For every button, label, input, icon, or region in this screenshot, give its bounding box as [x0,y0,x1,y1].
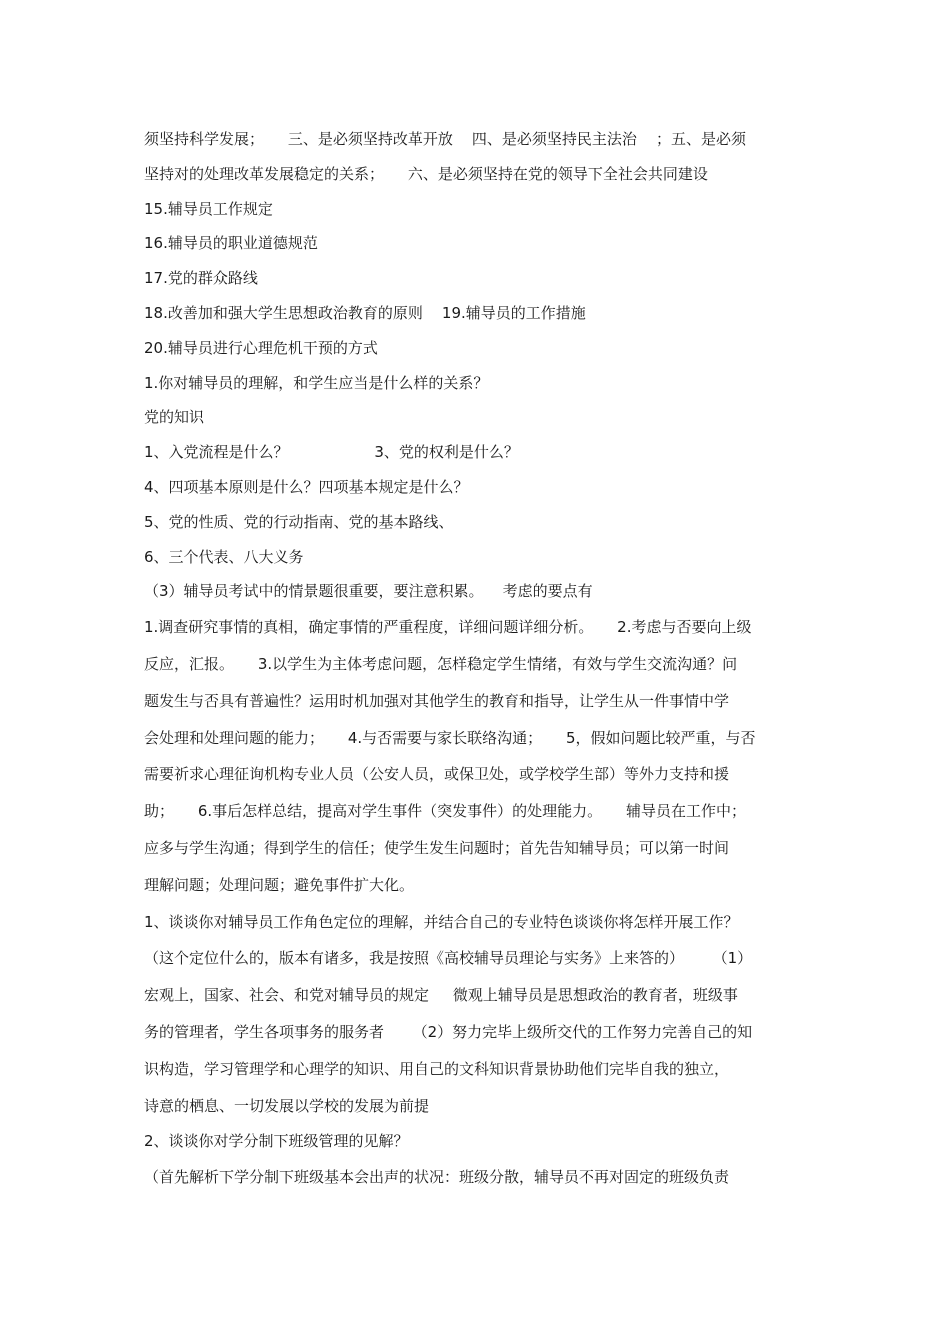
text-line: 1.你对辅导员的理解，和学生应当是什么样的关系？ [144,373,489,392]
text-line: 诗意的栖息、一切发展以学校的发展为前提 [144,1096,430,1115]
text-line: 助； 6.事后怎样总结，提高对学生事件（突发事件）的处理能力。 辅导员在工作中； [144,802,746,821]
paragraph-answer-1 [144,940,810,1124]
text-line: 4、四项基本原则是什么？四项基本规定是什么？ [144,477,469,496]
text-line: 理解问题；处理问题；避免事件扩大化。 [144,875,415,894]
text-line: 坚持对的处理改革发展稳定的关系； 六、是必须坚持在党的领导下全社会共同建设 [144,164,708,183]
text-line: 宏观上，国家、社会、和党对辅导员的规定 微观上辅导员是思想政治的教育者，班级事 [144,986,738,1005]
text-line: 1.调查研究事情的真相，确定事情的严重程度，详细问题详细分析。 2.考虑与否要向上级 [144,618,752,637]
text-line: 20.辅导员进行心理危机干预的方式 [144,338,378,357]
text-line: （3）辅导员考试中的情景题很重要，要注意积累。 考虑的要点有 [144,582,593,601]
text-line: 5、党的性质、党的行动指南、党的基本路线、 [144,512,454,531]
text-line: 16.辅导员的职业道德规范 [144,234,318,253]
text-line: 题发生与否具有普遍性？运用时机加强对其他学生的教育和指导，让学生从一件事情中学 [144,691,730,710]
question-2: 2、谈谈你对学分制下班级管理的见解？ [144,1132,409,1151]
text-line: 1、入党流程是什么？ 3、党的权利是什么？ [144,443,519,462]
text-line: 17.党的群众路线 [144,269,258,288]
text-line: 15.辅导员工作规定 [144,199,273,218]
text-line: 务的管理者，学生各项事务的服务者 （2）努力完毕上级所交代的工作努力完善自己的知 [144,1022,753,1041]
text-line: （首先解析下学分制下班级基本会出声的状况：班级分散，辅导员不再对固定的班级负责 [144,1168,730,1187]
text-line: 识构造，学习管理学和心理学的知识、用自己的文科知识背景协助他们完毕自我的独立， [144,1059,730,1078]
paragraph-key-points [144,609,810,903]
text-line: 须坚持科学发展； 三、是必须坚持改革开放 四、是必须坚持民主法治 ；五、是必须 [144,130,746,148]
text-line: 应多与学生沟通；得到学生的信任；使学生发生问题时；首先告知辅导员；可以第一时间 [144,838,730,857]
text-line: 6、三个代表、八大义务 [144,547,304,566]
question-1: 1、谈谈你对辅导员工作角色定位的理解，并结合自己的专业特色谈谈你将怎样开展工作？ [144,912,739,931]
text-line: 18.改善加和强大学生思想政治教育的原则 19.辅导员的工作措施 [144,303,586,322]
text-line: 反应，汇报。 3.以学生为主体考虑问题，怎样稳定学生情绪，有效与学生交流沟通？问 [144,654,738,673]
paragraph-answer-2 [144,1159,810,1196]
document-body [144,122,810,1196]
text-line: （这个定位什么的，版本有诸多，我是按照《高校辅导员理论与实务》上来答的） （1） [144,949,753,968]
text-line: 需要祈求心理征询机构专业人员（公安人员，或保卫处，或学校学生部）等外力支持和援 [144,765,730,784]
text-line: 会处理和处理问题的能力； 4.与否需要与家长联络沟通； 5，假如问题比较严重，与否 [144,728,756,747]
section-heading: 党的知识 [144,408,205,427]
